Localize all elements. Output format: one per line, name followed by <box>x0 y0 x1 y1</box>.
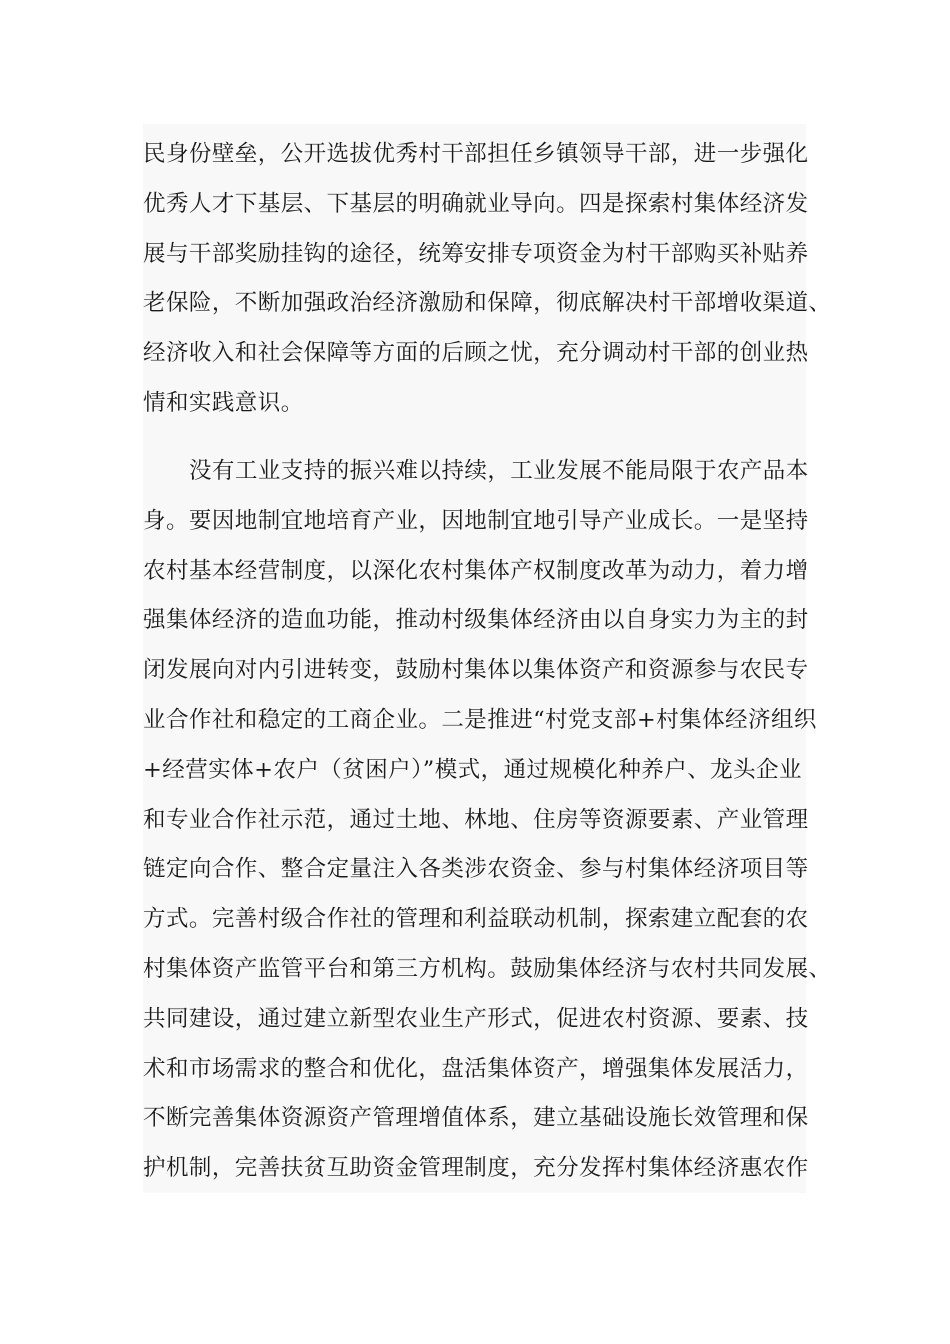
text-line: 业合作社和稳定的工商企业。二是推进“村党支部+村集体经济组织 <box>143 706 817 733</box>
text-line: 农村基本经营制度，以深化农村集体产权制度改革为动力，着力增 <box>143 557 809 584</box>
text-line: 不断完善集体资源资产管理增值体系，建立基础设施长效管理和保 <box>143 1105 809 1132</box>
text-line: 强集体经济的造血功能，推动村级集体经济由以自身实力为主的封 <box>143 607 809 634</box>
text-line: +经营实体+农户（贫困户）”模式，通过规模化种养户、龙头企业 <box>143 756 802 783</box>
text-line: 优秀人才下基层、下基层的明确就业导向。四是探索村集体经济发 <box>143 190 809 217</box>
text-line: 闭发展向对内引进转变，鼓励村集体以集体资产和资源参与农民专 <box>143 657 809 684</box>
text-line: 老保险，不断加强政治经济激励和保障，彻底解决村干部增收渠道、 <box>143 290 832 317</box>
text-line: 链定向合作、整合定量注入各类涉农资金、参与村集体经济项目等 <box>143 856 809 883</box>
text-line-first: 没有工业支持的振兴难以持续，工业发展不能局限于农产品本 <box>189 458 809 484</box>
text-line: 展与干部奖励挂钩的途径，统筹安排专项资金为村干部购买补贴养 <box>143 240 809 267</box>
text-line: 身。要因地制宜地培育产业，因地制宜地引导产业成长。一是坚持 <box>143 507 809 534</box>
text-line: 经济收入和社会保障等方面的后顾之忧，充分调动村干部的创业热 <box>143 340 809 367</box>
text-line: 共同建设，通过建立新型农业生产形式，促进农村资源、要素、技 <box>143 1005 809 1032</box>
text-line: 村集体资产监管平台和第三方机构。鼓励集体经济与农村共同发展、 <box>143 955 832 982</box>
text-line: 方式。完善村级合作社的管理和利益联动机制，探索建立配套的农 <box>143 906 809 933</box>
text-line: 术和市场需求的整合和优化，盘活集体资产，增强集体发展活力， <box>143 1055 809 1082</box>
text-line: 情和实践意识。 <box>143 389 304 416</box>
paragraph-continued <box>143 124 832 429</box>
paragraph-industry <box>143 429 832 1193</box>
text-line: 民身份壁垒，公开选拔优秀村干部担任乡镇领导干部，进一步强化 <box>143 141 809 167</box>
text-line: 护机制，完善扶贫互助资金管理制度，充分发挥村集体经济惠农作 <box>143 1155 809 1182</box>
text-line: 和专业合作社示范，通过土地、林地、住房等资源要素、产业管理 <box>143 806 809 833</box>
